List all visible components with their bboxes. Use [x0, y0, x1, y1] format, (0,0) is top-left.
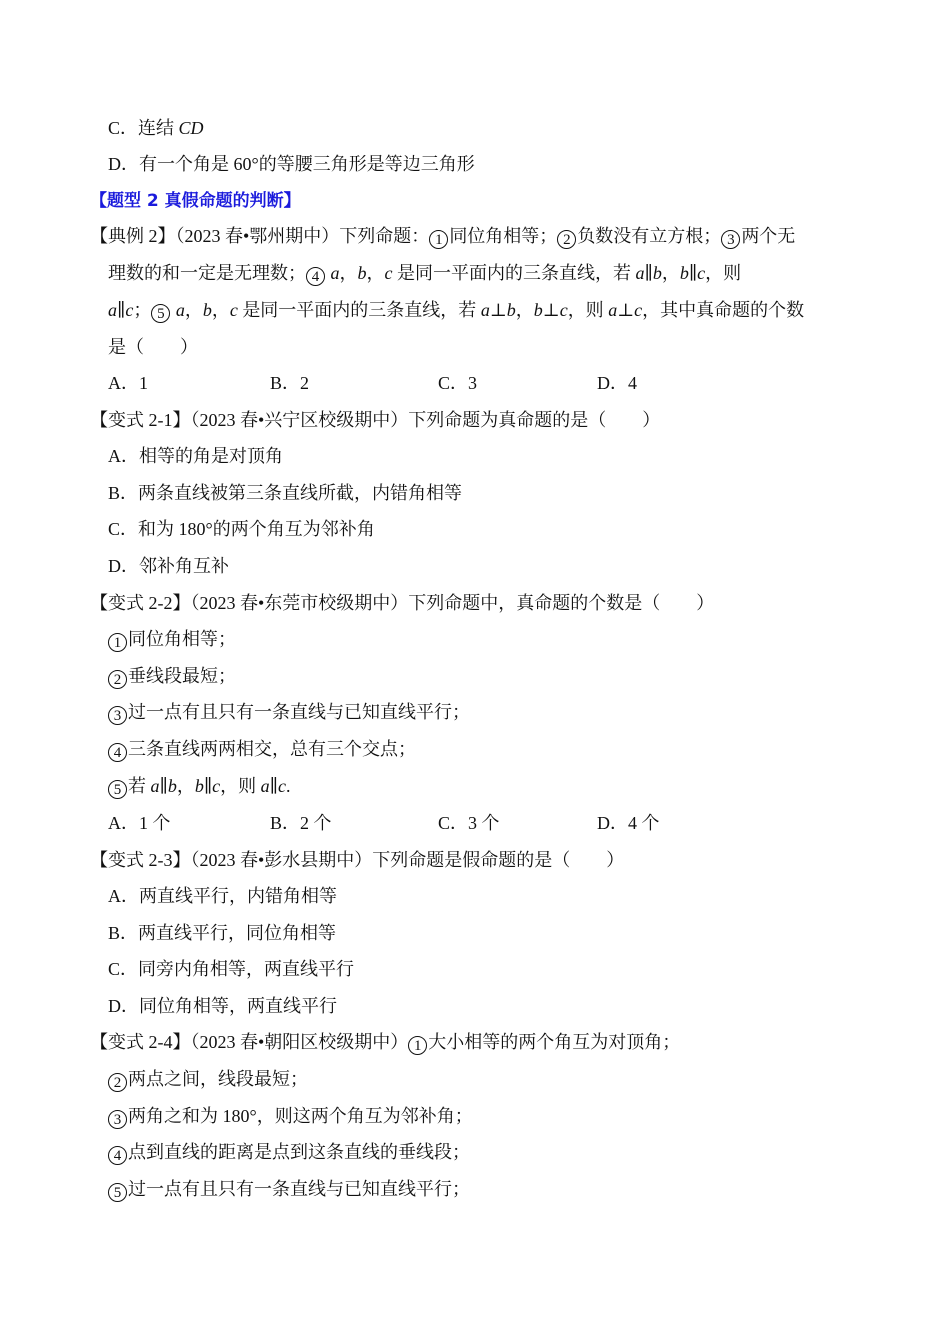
text-line: [90, 849, 624, 871]
text-line: [90, 409, 660, 431]
text-line: [108, 628, 236, 652]
text-segment: 两个无: [741, 226, 796, 246]
text-line: [108, 299, 804, 323]
math-variable: b: [506, 300, 516, 320]
text-segment: C．和为 180°的两个角互为邻补角: [108, 519, 375, 539]
text-line: [108, 518, 375, 540]
text-segment: 同位角相等；: [128, 629, 236, 649]
text-line: [108, 995, 337, 1017]
math-variable: b: [357, 263, 367, 283]
math-variable: c: [384, 263, 393, 283]
text-segment: B．两条直线被第三条直线所截，内错角相等: [108, 483, 463, 503]
text-line: [108, 1178, 470, 1202]
text-segment: ，则: [705, 263, 742, 283]
section-heading: [90, 190, 301, 212]
circled-number: 2: [108, 1073, 127, 1092]
answer-option: D．4 个: [597, 813, 660, 833]
text-segment: ⊥: [617, 300, 635, 320]
text-segment: ，则: [567, 300, 609, 320]
text-line: [108, 555, 229, 577]
answer-option: D．4: [597, 373, 637, 393]
circled-number: 2: [557, 230, 576, 249]
text-segment: C．同旁内角相等，两直线平行: [108, 959, 355, 979]
text-segment: C．连结: [108, 118, 179, 138]
text-segment: ，则: [220, 776, 261, 796]
math-variable: a∥b: [635, 263, 662, 283]
text-segment: ，: [366, 263, 385, 283]
text-segment: ，: [339, 263, 358, 283]
text-segment: ，: [184, 300, 203, 320]
text-segment: 是同一平面内的三条直线，若: [237, 300, 481, 320]
text-segment: ⊥: [542, 300, 560, 320]
answer-option: A．1 个: [108, 813, 171, 833]
math-variable: a: [480, 300, 490, 320]
circled-number: 1: [408, 1036, 427, 1055]
text-segment: D．邻补角互补: [108, 556, 229, 576]
text-line: [108, 1105, 473, 1129]
circled-number: 1: [429, 230, 448, 249]
answer-option: C．3 个: [438, 813, 500, 833]
math-variable: CD: [178, 118, 204, 138]
text-segment: 垂线段最短；: [128, 666, 236, 686]
answer-option: B．2: [270, 373, 310, 393]
circled-number: 2: [108, 670, 127, 689]
math-variable: a∥c: [108, 300, 134, 320]
text-segment: A．相等的角是对顶角: [108, 446, 283, 466]
circled-number: 4: [108, 1146, 127, 1165]
math-variable: b: [202, 300, 212, 320]
text-segment: B．两直线平行，同位角相等: [108, 923, 337, 943]
circled-number: 1: [108, 633, 127, 652]
answer-option: A．1: [108, 373, 148, 393]
circled-number: 5: [108, 780, 127, 799]
text-segment: 若: [128, 776, 151, 796]
text-segment: D．同位角相等，两直线平行: [108, 996, 337, 1016]
text-line: [108, 775, 290, 799]
circled-number: 5: [151, 304, 170, 323]
text-segment: 负数没有立方根；: [577, 226, 722, 246]
text-segment: .: [285, 776, 291, 796]
text-segment: 【典例 2】（2023 春•鄂州期中）下列命题：: [90, 226, 430, 246]
text-segment: 点到直线的距离是点到这条直线的垂线段；: [128, 1142, 470, 1162]
text-segment: D．有一个角是 60°的等腰三角形是等边三角形: [108, 154, 475, 174]
text-segment: ，: [176, 776, 195, 796]
text-segment: 【变式 2-2】（2023 春•东莞市校级期中）下列命题中，真命题的个数是（ ）: [90, 593, 715, 613]
text-line: [108, 665, 236, 689]
text-line: [108, 482, 462, 504]
text-line: [108, 262, 741, 286]
text-segment: 【题型 2 真假命题的判断】: [90, 191, 301, 211]
text-segment: 过一点有且只有一条直线与已知直线平行；: [128, 1179, 470, 1199]
text-line: [90, 225, 795, 249]
math-variable: b∥c: [194, 776, 221, 796]
text-segment: 过一点有且只有一条直线与已知直线平行；: [128, 702, 470, 722]
text-segment: ，: [211, 300, 230, 320]
text-segment: 理数的和一定是无理数；: [108, 263, 306, 283]
text-segment: 是同一平面内的三条直线，若: [392, 263, 636, 283]
circled-number: 5: [108, 1183, 127, 1202]
text-segment: 大小相等的两个角互为对顶角；: [428, 1032, 681, 1052]
text-line: [108, 885, 337, 907]
text-segment: 是（ ）: [108, 337, 198, 357]
math-variable: a: [608, 300, 618, 320]
circled-number: 3: [108, 1110, 127, 1129]
math-variable: c: [559, 300, 568, 320]
answer-option: B．2 个: [270, 813, 332, 833]
text-line: [108, 1068, 308, 1092]
text-segment: 同位角相等；: [449, 226, 558, 246]
math-variable: b∥c: [679, 263, 706, 283]
text-segment: ，: [515, 300, 534, 320]
text-segment: 两点之间，线段最短；: [128, 1069, 308, 1089]
circled-number: 4: [306, 267, 325, 286]
text-segment: ，其中真命题的个数: [642, 300, 805, 320]
text-segment: ；: [133, 300, 152, 320]
text-line: [108, 336, 198, 358]
math-variable: b: [533, 300, 543, 320]
text-segment: 【变式 2-1】（2023 春•兴宁区校级期中）下列命题为真命题的是（ ）: [90, 410, 661, 430]
circled-number: 3: [108, 706, 127, 725]
math-variable: a: [175, 300, 185, 320]
text-line: [108, 1141, 470, 1165]
text-line: [108, 117, 204, 139]
text-segment: A．两直线平行，内错角相等: [108, 886, 337, 906]
circled-number: 4: [108, 743, 127, 762]
math-variable: a: [330, 263, 340, 283]
math-variable: c: [229, 300, 238, 320]
math-variable: a∥b: [150, 776, 177, 796]
math-variable: a∥c: [260, 776, 286, 796]
text-segment: ，: [661, 263, 680, 283]
text-segment: 三条直线两两相交，总有三个交点；: [128, 739, 416, 759]
text-segment: 【变式 2-4】（2023 春•朝阳区校级期中）: [90, 1032, 409, 1052]
text-segment: 两角之和为 180°，则这两个角互为邻补角；: [128, 1106, 473, 1126]
answer-option: C．3: [438, 373, 478, 393]
text-line: [108, 958, 354, 980]
math-variable: c: [634, 300, 643, 320]
text-line: [108, 445, 283, 467]
text-segment: 【变式 2-3】（2023 春•彭水县期中）下列命题是假命题的是（ ）: [90, 850, 625, 870]
text-line: [108, 153, 475, 175]
text-line: [90, 1031, 680, 1055]
text-line: [108, 922, 336, 944]
text-line: [108, 701, 470, 725]
circled-number: 3: [721, 230, 740, 249]
text-segment: ⊥: [489, 300, 507, 320]
text-line: [90, 592, 714, 614]
text-line: [108, 738, 416, 762]
